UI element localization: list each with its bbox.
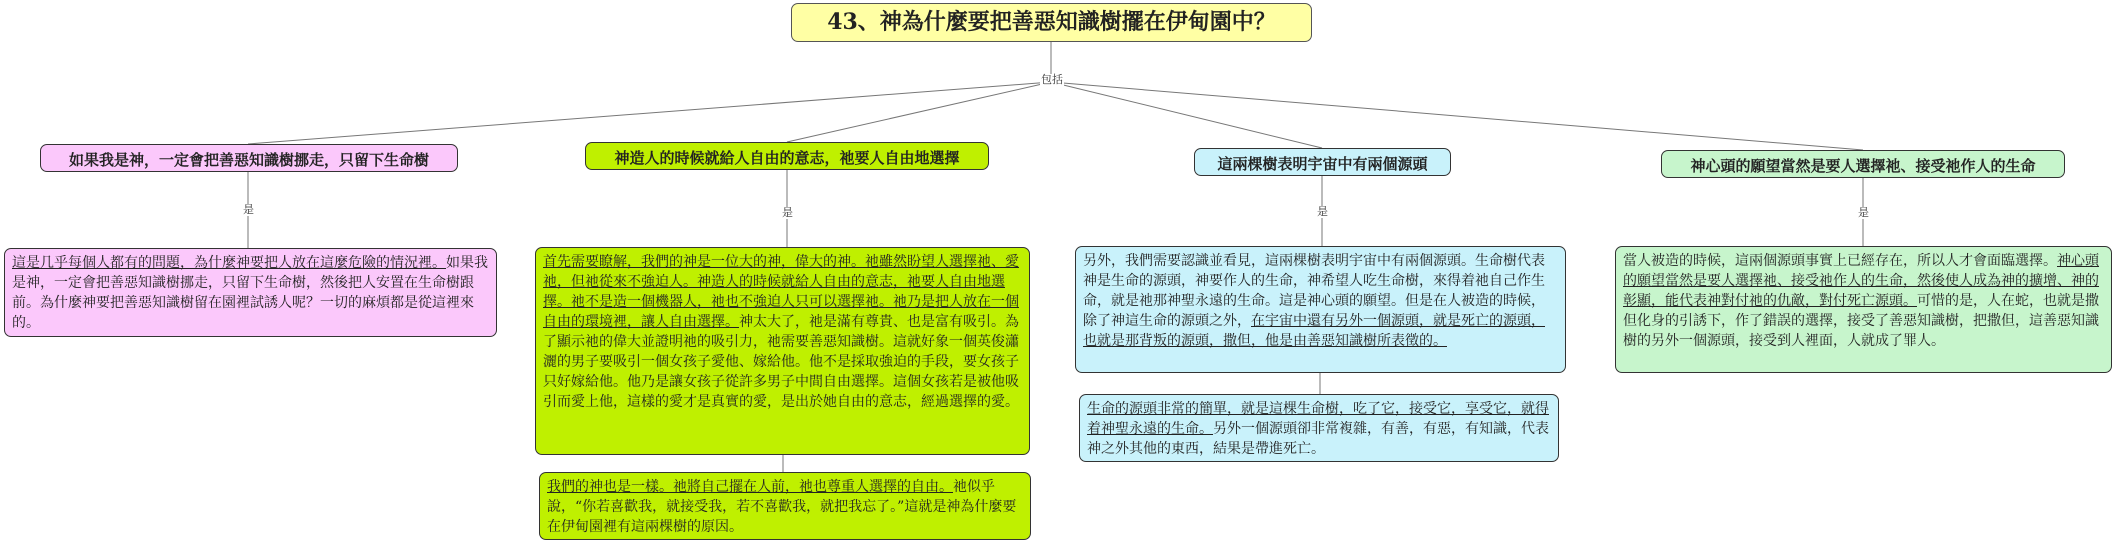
note-underlined-text: 這是几乎每個人都有的問題，為什麼神要把人放在這麼危險的情況裡。 [12,255,446,271]
leaf-note-2[interactable] [535,247,1030,455]
leaf-note-4[interactable] [1075,246,1566,373]
note-underlined-text: 在宇宙中還有另外一個源頭，就是死亡的源頭，也就是那背叛的源頭，撒但，他是由善惡知識樹所表徵的。 [1083,313,1545,349]
edge-label-is: 是 [1317,205,1328,218]
note-text: 可惜的是，人在蛇，也就是撒但化身的引誘下，作了錯誤的選擇，接受了善惡知識樹，把撒但，這善惡知識樹的另外一個源頭，接受到人裡面，人就成了罪人。 [1623,293,2099,349]
edge-label-is: 是 [243,203,254,216]
leaf-note-1[interactable] [4,248,497,337]
edge-label-is: 是 [1858,206,1869,219]
branch-title: 這兩棵樹表明宇宙中有兩個源頭 [1217,155,1428,173]
branch-title: 神心頭的願望當然是要人選擇祂、接受祂作人的生命 [1690,157,2036,175]
connector-branch-1 [248,82,1051,144]
note-underlined-text: 首先需要瞭解，我們的神是一位大的神，偉大的神。祂雖然盼望人選擇祂、愛祂，但祂從來不強迫人。神造人的時候就給人自由的意志，祂要人自由地選擇。祂不是造一個機器人，祂也不強迫人只可以選擇祂。祂乃是把人放在一個自由的環境裡，讓人自由選擇。 [543,254,1019,330]
branch-topic-3[interactable] [1194,148,1451,176]
connector-branch-4 [1051,82,1863,150]
leaf-note-6[interactable] [1615,246,2112,373]
note-text: 另外一個源頭卻非常複雜，有善，有惡，有知識，代表神之外其他的東西，結果是帶進死亡。 [1087,421,1549,457]
root-title: 43、神為什麼要把善惡知識樹擺在伊甸園中？ [827,9,1276,35]
connector-branch-3 [1051,82,1322,148]
leaf-note-5[interactable] [1079,394,1559,462]
branch-topic-2[interactable] [585,142,989,170]
note-text: 另外，我們需要認識並看見，這兩棵樹表明宇宙中有兩個源頭。生命樹代表神是生命的源頭，神要作人的生命，神希望人吃生命樹，來得着祂自己作生命，就是祂那神聖永遠的生命。這是神心頭的願望。但是在人被造的時候，除了神這生命的源頭之外， [1083,253,1545,329]
edge-label-is: 是 [782,206,793,219]
root-topic[interactable] [791,3,1312,42]
note-text: 如果我是神，一定會把善惡知識樹挪走，只留下生命樹，然後把人安置在生命樹跟前。為什麼神要把善惡知識樹留在園裡試誘人呢？一切的麻煩都是從這裡來的。 [12,255,488,331]
note-underlined-text: 神心頭的願望當然是要人選擇祂、接受祂作人的生命，然後使人成為神的擴增、神的彰顯，能代表神對付祂的仇敵，對付死亡源頭。 [1623,253,2099,309]
edge-label-contains: 包括 [1041,73,1063,86]
note-underlined-text: 生命的源頭非常的簡單，就是這棵生命樹，吃了它，接受它，享受它，就得着神聖永遠的生命。 [1087,401,1549,437]
branch-title: 神造人的時候就給人自由的意志，祂要人自由地選擇 [614,149,960,167]
connector-branch-2 [787,82,1051,142]
note-text: 神太大了，祂是滿有尊貴、也是富有吸引。為了顯示祂的偉大並證明祂的吸引力，祂需要善惡知識樹。這就好象一個英俊瀟灑的男子要吸引一個女孩子愛他、嫁給他。他不是採取強迫的手段，要女孩子只好嫁給他。他乃是讓女孩子從許多男子中間自由選擇。這個女孩若是被他吸引而愛上他，這樣的愛才是真實的愛，是出於她自由的意志，經過選擇的愛。 [543,314,1019,410]
branch-topic-1[interactable] [40,144,458,172]
branch-title: 如果我是神，一定會把善惡知識樹挪走，只留下生命樹 [68,151,429,169]
leaf-note-3[interactable] [539,472,1031,540]
note-text: 當人被造的時候，這兩個源頭事實上已經存在，所以人才會面臨選擇。 [1623,253,2057,269]
note-text: 祂似乎說，“你若喜歡我，就接受我，若不喜歡我，就把我忘了。”這就是神為什麼要在伊甸園裡有這兩棵樹的原因。 [547,479,1017,535]
note-underlined-text: 我們的神也是一樣。祂將自己擺在人前，祂也尊重人選擇的自由。 [547,479,953,495]
branch-topic-4[interactable] [1661,150,2065,178]
